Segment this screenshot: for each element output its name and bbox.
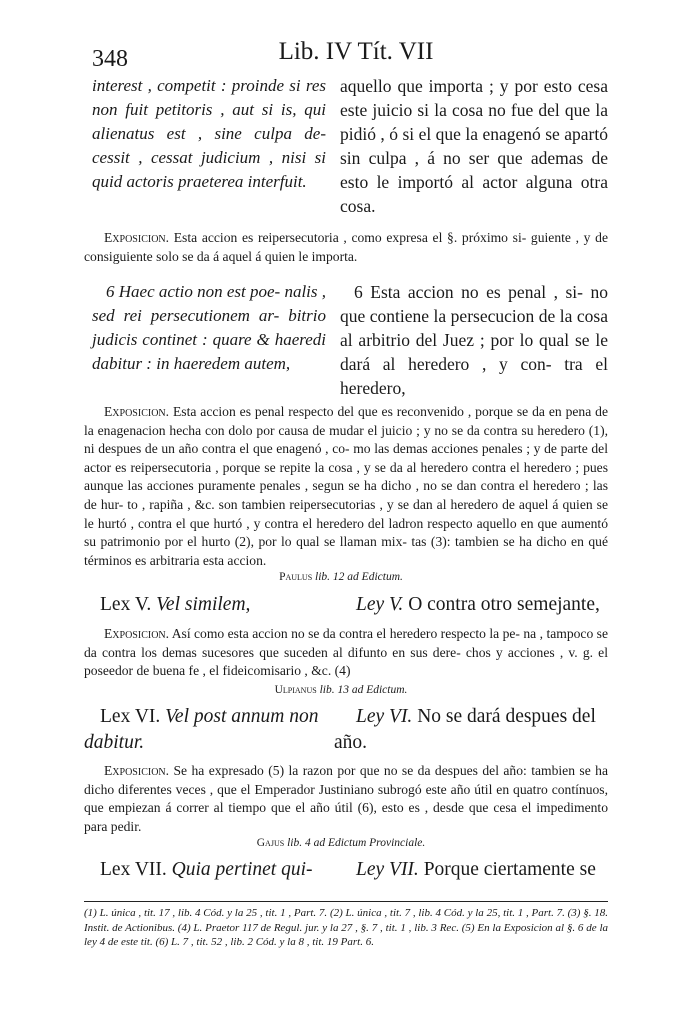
lex-vi-latin	[84, 704, 324, 756]
citation-author: Paulus	[279, 571, 313, 583]
ley-number: Ley V.	[356, 594, 404, 615]
ley-v-spanish	[356, 592, 614, 618]
lex-number: Lex VII.	[100, 859, 167, 880]
citation-author: Ulpianus	[274, 684, 317, 696]
page-number: 348	[92, 46, 128, 72]
ley-text: Porque ciertamente se	[423, 859, 596, 880]
citation-author: Gajus	[256, 837, 285, 849]
exposicion-text: Esta accion es reipersecutoria , como expresa el §. próximo si- guiente , y de consiguiente solo se da á aquel á quien le importa.	[84, 230, 608, 264]
ley-text: O contra otro semejante,	[408, 594, 600, 615]
citation-work: lib. 12 ad Edictum.	[315, 571, 403, 583]
footnote-divider	[84, 901, 608, 902]
exposicion-3	[84, 625, 608, 681]
citation-ulpianus	[0, 684, 682, 696]
exposicion-2	[84, 403, 608, 570]
spanish-column-1: aquello que importa ; y por esto cesa este juicio si la cosa no fue del que la pidió , ó si el que la enagenó se apartó sin culpa , á no ser que ademas de esto le importó al actor alguna otra cosa.	[340, 76, 608, 216]
exposicion-label: Exposicion.	[104, 230, 170, 245]
lex-number: Lex V.	[100, 594, 152, 615]
ley-vi-spanish	[334, 704, 612, 756]
exposicion-4	[84, 762, 608, 836]
citation-work: lib. 13 ad Edictum.	[319, 684, 408, 696]
exposicion-label: Exposicion.	[104, 626, 170, 641]
lex-text: Vel post annum non dabitur.	[84, 706, 319, 753]
running-title: Lib. IV Tít. VII	[278, 38, 434, 65]
latin-column-2: 6 Haec actio non est poe- nalis , sed rei persecutionem ar- bitrio judicis continet : quare & haeredi dabitur : in haeredem autem,	[92, 282, 327, 373]
exposicion-label: Exposicion.	[104, 763, 170, 778]
citation-paulus	[0, 571, 682, 583]
spanish-column-2: 6 Esta accion no es penal , si- no que contiene la persecucion de la cosa al arbitrio del Juez ; por lo qual se le dará al heredero , y con- tra el heredero,	[340, 282, 608, 398]
lex-vii-latin	[100, 857, 330, 883]
ley-vii-spanish	[356, 857, 614, 883]
exposicion-label: Exposicion.	[104, 404, 170, 419]
exposicion-text: Así como esta accion no se da contra el heredero respecto la pe- na , tampoco se da contra los demas sucesores que suceden al difunto en sus dere- chos y acciones , v. g. el poseedor de buena fe , el fideicomisario , &c. (4)	[84, 626, 608, 679]
lex-text: Quia pertinet qui-	[171, 859, 313, 880]
lex-number: Lex VI.	[100, 706, 161, 727]
citation-gajus	[0, 837, 682, 849]
exposicion-1	[84, 229, 608, 266]
exposicion-text: Se ha expresado (5) la razon por que no se da despues del año: tambien se ha dicho diferentes veces , que el Emperador Justiniano subrogó este año útil en quatro contínuos, que empiezan á correr al tiempo que el año útil (6), esto es , desde que cesa el impedimento para pedir.	[84, 763, 608, 834]
latin-column-1: interest , competit : proinde si res non fuit petitoris , aut si is, qui alienatus est , sine culpa de- cessit , cessat judicium , nisi si quid actoris praeterea interfuit.	[92, 76, 326, 191]
citation-work: lib. 4 ad Edictum Provinciale.	[287, 837, 426, 849]
exposicion-text: Esta accion es penal respecto del que es reconvenido , porque se da en pena de la enagenacion hecha con dolo por causa de mudar el juicio ; y no se da contra su heredero (1), ni despues de un año contra el que enagenó , co- mo las demas acciones penales ; y de parte del actor es reipersecutoria , porque se repite la cosa , y se da al heredero contra el heredero ; pues aunque las acciones puramente penales , segun se ha dicho , no se dan contra el heredero ; las de hur- to , rapiña , &c. son tambien reipersecutorias , y se dan al heredero de aquel á quien se le hurtó , contra el que hurtó , y contra el heredero del ladron respecto aquello en que aumentó su patrimonio por el hurto (2), por lo qual se llaman mix- tas (3): tambien se ha dicho en qué términos es arbitraria esta accion.	[84, 404, 608, 568]
ley-number: Ley VII.	[356, 859, 419, 880]
ley-text: No se dará despues del año.	[334, 706, 596, 753]
lex-v-latin	[100, 592, 330, 618]
lex-text: Vel similem,	[156, 594, 251, 615]
footnotes: (1) L. única , tit. 17 , lib. 4 Cód. y la 25 , tit. 1 , Part. 7. (2) L. única , tit. 7 , lib. 4 Cód. y la 25, tit. 1 , Part. 7. (3) §. 18. Instit. de Actionibus. (4) L. Praetor 117 de Regul. jur. y la 27 , §. 7 , tit. 1 , lib. 3 Rec. (5) En la Exposicion al §. 6 de la ley 4 de este tit. (6) L. 7 , tit. 52 , lib. 2 Cód. y la 8 , tit. 19 Part. 6.	[84, 907, 608, 948]
ley-number: Ley VI.	[356, 706, 413, 727]
